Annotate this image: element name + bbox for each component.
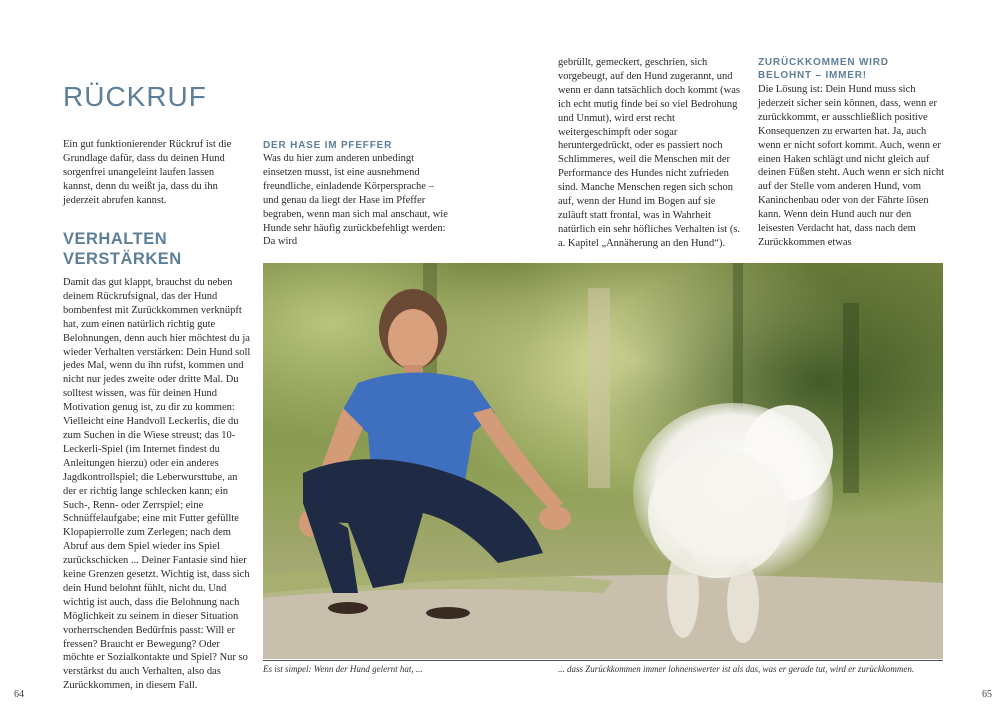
page-number-left: 64: [14, 689, 24, 700]
intro-paragraph: Ein gut funktionierender Rückruf ist die Grundlage dafür, dass du deinen Hund sorgenfrei unangeleint laufen lassen kannst, denn du weißt ja, dass du ihn jederzeit abrufen kannst.: [63, 139, 232, 206]
page-title: RÜCKRUF: [63, 81, 207, 112]
section-heading-verhalten: VERHALTEN VERSTÄRKEN: [63, 230, 182, 268]
section-heading-belohnt: ZURÜCKKOMMEN WIRD BELOHNT – IMMER!: [758, 57, 889, 81]
photo-illustration: [263, 263, 943, 659]
section-text-belohnt: Die Lösung ist: Dein Hund muss sich jederzeit sicher sein können, dass, wenn er zurückkommt, er ausschließlich positive Konsequenzen zu erwarten hat. Ja, auch wenn er nicht sofort kommt. Auch, wenn er einen Haken schlägt und nicht gleich auf deinen Füßen steht. Auch wenn er sich nicht auf der Stelle vom anderen Hund, vom Kaninchenbau oder von der Fährte lösen kann. Wenn dein Hund auch nur den leisesten Verdacht hat, dass nach dem Zurückkommen etwas: [758, 84, 945, 248]
section-text-verhalten: Damit das gut klappt, brauchst du neben deinem Rückrufsignal, das der Hund bombenfest mit Zurückkommen verknüpft hat, zum einen natürlich richtig gute Belohnungen, denn auch hier möchtest du ja wieder Verhalten verstärken: Dein Hund soll jedes Mal, wenn du ihn rufst, kommen und nicht nur jedes zweite oder dritte Mal. Du solltest wissen, was für deinen Hund Motivation genug ist, zu dir zu kommen: Vielleicht eine Handvoll Leckerlis, die du zum Suchen in die Wiese streust; das 10-Leckerli-Spiel (im Internet findest du Anleitungen hierzu) oder ein anderes Jagdkontrollspiel; die Leberwursttube, an der er richtig lange schlecken kann; ein Such-, Renn- oder Zerrspiel; eine Schnüffelaufgabe; eine mit Futter gefüllte Klopapierrolle zum Zerlegen; nach dem Abruf aus dem Spiel wieder ins Spiel zurückschicken ... Deiner Fantasie sind hier keine Grenzen gesetzt. Wichtig ist, dass sich dein Hund belohnt fühlt, nicht du. Und wichtig ist auch, dass die Belohnung nach Möglichkeit zu seinem in dieser Situation vorherrschenden Bedürfnis passt: Will er fressen? Braucht er Bewegung? Oder möchte er Sozialkontakte und Spiel? Nur so verstärkst du auch Verhalten, also das Zurückkommen, in diesem Fall.: [63, 277, 251, 692]
caption-right: ... dass Zurückkommen immer lohnenswerter ist als das, was er gerade tut, wird er zurückkommen.: [558, 664, 915, 674]
section-heading-hase: DER HASE IM PFEFFER: [263, 140, 393, 151]
column3-text: gebrüllt, gemeckert, geschrien, sich vorgebeugt, auf den Hund zugerannt, und wenn er dann tatsächlich doch kommt (was ich echt mutig finde bei so viel Bedrohung und Unmut), wird erst recht weitergeschimpft oder sogar heruntergedrückt, oder es passiert noch Schlimmeres, weil die Menschen mit der Performance des Hundes nicht zufrieden sind. Manche Menschen regen sich schon auf, wenn der Hund im Bogen auf sie zuläuft statt frontal, was in Wahrheit natürlich ein sehr höfliches Verhalten ist (s. a. Kapitel „Annäherung an den Hund“).: [558, 57, 741, 249]
caption-rule: [263, 660, 943, 661]
section-text-hase: Was du hier zum anderen unbedingt einsetzen musst, ist eine ausnehmend freundliche, einladende Körpersprache – und genau da liegt der Hase im Pfeffer begraben, wenn man sich mal anschaut, wie Hunde sehr häufig zurückbefehligt werden: Da wird: [263, 153, 448, 248]
page-number-right: 65: [982, 689, 992, 700]
photo-woman-calling-dog: [263, 263, 943, 659]
caption-left: Es ist simpel: Wenn der Hund gelernt hat, ...: [263, 664, 423, 674]
